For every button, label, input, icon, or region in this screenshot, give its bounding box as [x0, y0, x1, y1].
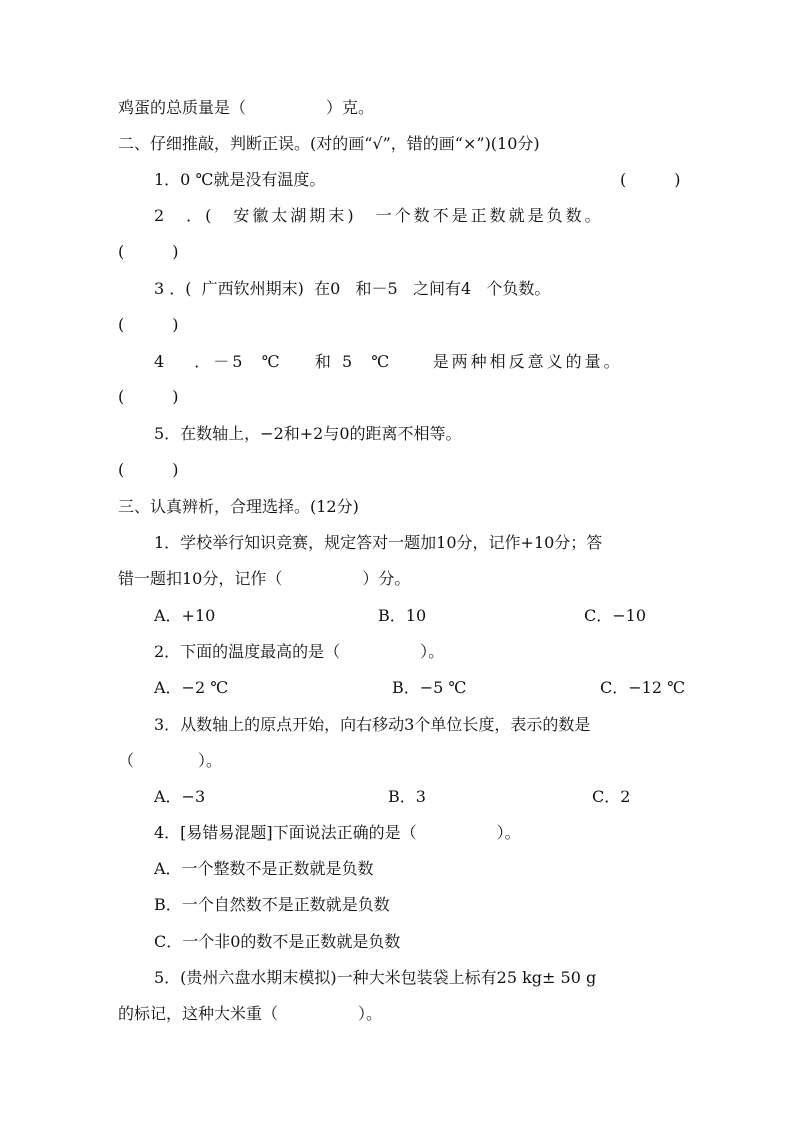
choice-q1-option-b: B．10	[378, 606, 427, 625]
judge-item-2-answer: ( )	[118, 242, 179, 261]
choice-q4-option-b: B．一个自然数不是正数就是负数	[154, 895, 390, 914]
choice-q2-option-a: A．−2 ℃	[154, 678, 229, 697]
judge-item-3-answer: ( )	[118, 315, 179, 334]
choice-q5-line2: 的标记，这种大米重（ ）。	[118, 1004, 383, 1023]
choice-q1-line2: 错一题扣10分，记作（ ）分。	[118, 569, 411, 588]
choice-q2-option-c: C．−12 ℃	[600, 678, 685, 697]
judge-item-2: 2 ．( 安徽太湖期末) 一个数不是正数就是负数。	[154, 206, 604, 225]
choice-q2-option-b: B．−5 ℃	[392, 678, 467, 697]
choice-q1-option-c: C．−10	[584, 606, 647, 625]
section-2-title: 二、仔细推敲，判断正误。(对的画“√”，错的画“×”)(10分)	[118, 134, 540, 153]
judge-item-5-answer: ( )	[118, 460, 179, 479]
previous-question-tail: 鸡蛋的总质量是（ ）克。	[118, 98, 375, 117]
judge-item-4-answer: ( )	[118, 387, 179, 406]
section-3-title: 三、认真辨析，合理选择。(12分)	[118, 497, 359, 516]
judge-item-1: 1．0 ℃就是没有温度。	[154, 170, 326, 189]
choice-q5-line1: 5．(贵州六盘水期末模拟)一种大米包装袋上标有25 kg± 50 g	[154, 968, 597, 987]
choice-q3-option-c: C．2	[592, 787, 631, 806]
choice-q3-line1: 3．从数轴上的原点开始，向右移动3个单位长度，表示的数是	[154, 715, 591, 734]
judge-item-5: 5．在数轴上，−2和+2与0的距离不相等。	[154, 424, 462, 443]
choice-q1-option-a: A．+10	[154, 606, 216, 625]
choice-q3-option-a: A．−3	[154, 787, 206, 806]
judge-item-1-answer: ( )	[620, 170, 681, 189]
judge-item-3: 3 ．( 广西钦州期末) 在0 和－5 之间有4 个负数。	[154, 279, 551, 298]
choice-q3-line2: （ ）。	[118, 751, 223, 770]
judge-item-4: 4 ．－5 ℃ 和 5 ℃ 是两种相反意义的量。	[154, 352, 623, 371]
choice-q3-option-b: B．3	[388, 787, 426, 806]
choice-q4-option-a: A．一个整数不是正数就是负数	[154, 859, 374, 878]
choice-q4-option-c: C．一个非0的数不是正数就是负数	[154, 932, 401, 951]
choice-q1-line1: 1．学校举行知识竞赛，规定答对一题加10分，记作+10分；答	[154, 533, 603, 552]
choice-q4-line1: 4．[易错易混题]下面说法正确的是（ ）。	[154, 823, 521, 842]
choice-q2-line1: 2．下面的温度最高的是（ ）。	[154, 642, 445, 661]
